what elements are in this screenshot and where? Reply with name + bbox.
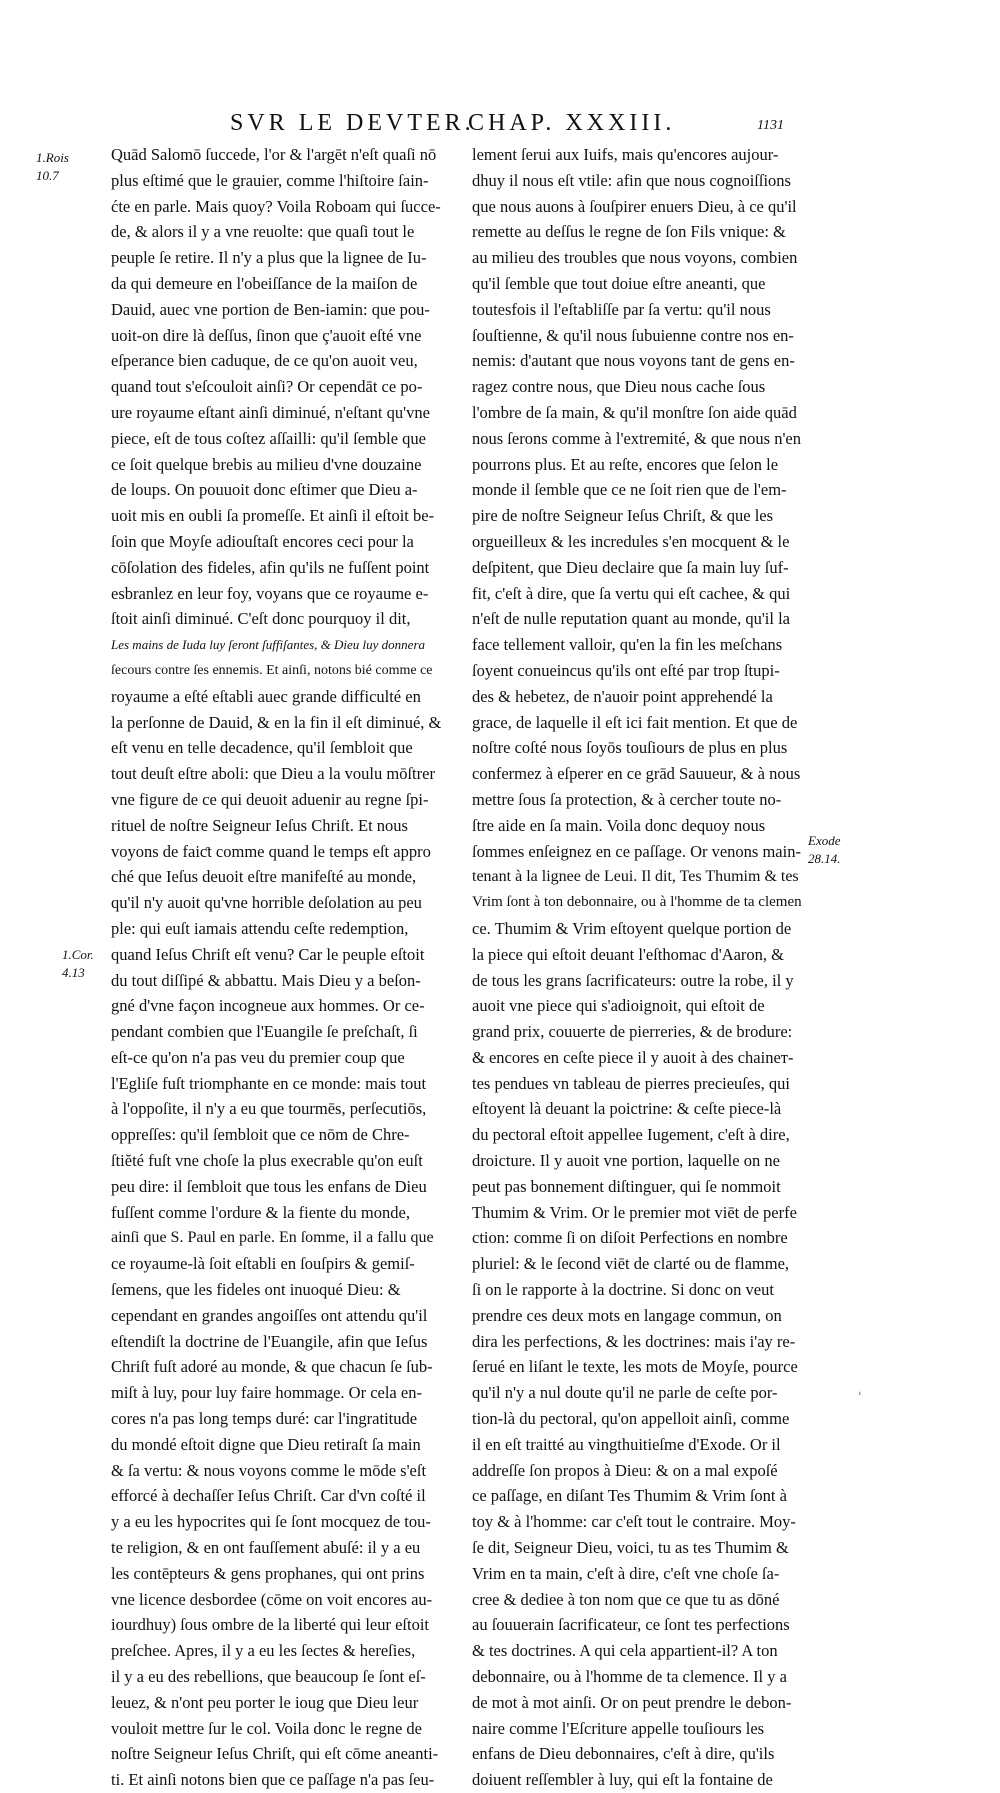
- text-line: ſecours contre ſes ennemis. Et ainſi, notons bié comme ce: [111, 662, 433, 678]
- margin-note-line: Exode: [808, 833, 841, 848]
- text-line: du mondé eſtoit digne que Dieu retiraſt ſa main: [111, 1434, 421, 1454]
- text-line: cores n'a pas long temps duré: car l'ingratitude: [111, 1409, 418, 1429]
- margin-note-line: 1.Rois: [36, 150, 69, 165]
- margin-note-line: 1.Cor.: [62, 947, 94, 962]
- text-line: eſtoyent là deuant la poictrine: & ceſte piece-là: [472, 1099, 782, 1119]
- text-line: droicture. Il y auoit vne portion, laquelle on ne: [472, 1151, 780, 1171]
- text-line: Les mains de Iuda luy ſeront ſuffiſantes, & Dieu luy donnera: [111, 637, 426, 653]
- text-line: qu'il n'y a nul doute qu'il ne parle de ceſte por-: [472, 1383, 778, 1403]
- text-line: noſtre coſté nous ſoyōs touſiours de plus en plus: [472, 738, 788, 758]
- text-line: ſtre aide en ſa main. Voila donc dequoy nous: [472, 815, 766, 835]
- text-line: ſi on le rapporte à la doctrine. Si donc on veut: [472, 1280, 774, 1300]
- text-line: fit, c'eſt à dire, que ſa vertu qui eſt cachee, & qui: [472, 583, 791, 603]
- text-line: la piece qui eſtoit deuant l'eſthomac d'Aaron, &: [472, 944, 785, 964]
- text-line: ſtoit ainſi diminué. C'eſt donc pourquoy il dit,: [111, 609, 411, 629]
- text-line: naire comme l'Eſcriture appelle touſiours les: [472, 1718, 765, 1738]
- text-line: Quād Salomō ſuccede, l'or & l'argēt n'eſt quaſi nō: [111, 145, 437, 164]
- text-line: de loups. On pouuoit donc eſtimer que Dieu a-: [111, 480, 418, 500]
- running-title: SVR LE DEVTER.: [230, 110, 475, 136]
- text-line: eſt venu en telle decadence, qu'il ſembloit que: [111, 738, 413, 758]
- text-line: ce royaume-là ſoit eſtabli en ſouſpirs & gemiſ-: [111, 1254, 415, 1274]
- text-line: ſommes enſeignez en ce paſſage. Or venons main-: [472, 841, 801, 861]
- left-text-column: [111, 142, 441, 1793]
- text-line: tes pendues vn tableau de pierres precieuſes, qui: [472, 1073, 790, 1093]
- text-line: ce ſoit quelque brebis au milieu d'vne douzaine: [111, 454, 422, 474]
- text-line: & encores en ceſte piece il y auoit à des chaineт-: [472, 1047, 794, 1067]
- text-line: de mot à mot ainſi. Or on peut prendre le debon-: [472, 1692, 792, 1712]
- text-line: peut pas bonnement diſtinguer, qui ſe nommoit: [472, 1176, 781, 1196]
- text-line: uoit mis en oubli ſa promeſſe. Et ainſi il eſtoit be-: [111, 506, 435, 526]
- text-line: ſoyent conueincus qu'ils ont eſté par trop ſtupi-: [472, 660, 780, 680]
- text-line: Dauid, auec vne portion de Ben-iamin: que pou-: [111, 299, 430, 319]
- text-line: doiuent reſſembler à luy, qui eſt la fontaine de: [472, 1770, 773, 1790]
- text-line: Vrim ſont à ton debonnaire, ou à l'homme de ta clemen: [472, 894, 802, 911]
- text-line: ure royaume eſtant ainſi diminué, n'eſtant qu'vne: [111, 402, 430, 422]
- text-line: nemis: d'autant que nous voyons tant de gens en-: [472, 351, 795, 371]
- text-line: quand tout s'eſcouloit ainſi? Or cependāt ce po-: [111, 377, 423, 397]
- text-line: gné d'vne façon incogneue aux hommes. Or ce-: [111, 996, 425, 1016]
- text-line: dira les perfections, & les doctrines: mais i'ay re-: [472, 1331, 796, 1351]
- text-line: quand Ieſus Chriſt eſt venu? Car le peuple eſtoit: [111, 944, 425, 964]
- text-line: te religion, & en ont fauſſement abuſé: il y a eu: [111, 1538, 421, 1558]
- text-line: da qui demeure en l'obeiſſance de la maiſon de: [111, 273, 418, 293]
- text-line: Thumim & Vrim. Or le premier mot viēt de perfe: [472, 1202, 797, 1222]
- text-line: plus eſtimé que le grauier, comme l'hiſtoire ſain-: [111, 170, 429, 190]
- text-line: tion-là du pectoral, qu'on appelloit ainſi, comme: [472, 1409, 790, 1429]
- text-line: face tellement valloir, qu'en la fin les meſchans: [472, 635, 783, 655]
- text-line: monde il ſemble que ce ne ſoit rien que de l'em-: [472, 480, 787, 500]
- text-line: ſemens, que les fideles ont inuoqué Dieu: &: [111, 1280, 401, 1300]
- text-line: au ſouuerain ſacrificateur, ce ſont tes perfections: [472, 1615, 790, 1635]
- text-line: auoit vne piece qui s'adioignoit, qui eſtoit de: [472, 996, 765, 1016]
- text-line: que nous auons à ſouſpirer enuers Dieu, à ce qu'il: [472, 196, 797, 216]
- text-line: pourrons plus. Et au reſte, encores que ſelon le: [472, 454, 779, 474]
- text-line: vouloit mettre ſur le col. Voila donc le regne de: [111, 1718, 422, 1738]
- text-line: eſperance bien caduque, de ce qu'on auoit veu,: [111, 351, 418, 371]
- text-line: peu dire: il ſembloit que tous les enfans de Dieu: [111, 1176, 427, 1196]
- text-line: l'Egliſe fuſt triomphante en ce monde: mais tout: [111, 1073, 427, 1093]
- text-line: cependant en grandes angoiſſes ont attendu qu'il: [111, 1305, 428, 1325]
- text-line: ce. Thumim & Vrim eſtoyent quelque portion de: [472, 918, 792, 938]
- text-line: debonnaire, ou à l'homme de ta clemence. Il y a: [472, 1667, 787, 1687]
- text-line: toutesfois il l'eſtabliſſe par ſa vertu: qu'il nous: [472, 299, 771, 319]
- text-line: qu'il ſemble que tout doiue eſtre aneanti, que: [472, 273, 766, 293]
- margin-note-1-rois: [36, 149, 69, 185]
- text-line: confermez à eſperer en ce grād Sauueur, & à nous: [472, 764, 801, 784]
- text-line: Chriſt fuſt adoré au monde, & que chacun ſe ſub-: [111, 1357, 433, 1377]
- text-line: cōſolation des fideles, afin qu'ils ne fuſſent point: [111, 557, 430, 577]
- text-line: orgueilleux & les incredules s'en mocquent & le: [472, 531, 790, 551]
- text-line: voyons de faiƈt comme quand le temps eſt appro: [111, 841, 431, 861]
- text-line: à l'oppoſite, il n'y a eu que tourmēs, perſecutiōs,: [111, 1099, 427, 1119]
- text-line: preſchee. Apres, il y a eu les ſectes & hereſies,: [111, 1641, 416, 1661]
- text-line: la perſonne de Dauid, & en la fin il eſt diminué, &: [111, 712, 441, 732]
- text-line: ce paſſage, en diſant Tes Thumim & Vrim ſont à: [472, 1486, 787, 1506]
- margin-note-exode: [808, 832, 841, 868]
- text-line: & ſa vertu: & nous voyons comme le mōde s'eſt: [111, 1460, 427, 1480]
- text-line: iourdhuy) ſous ombre de la liberté qui leur eſtoit: [111, 1615, 430, 1635]
- margin-note-line: 4.13: [62, 965, 85, 980]
- text-line: toy & à l'homme: car c'eſt tout le contraire. Moy-: [472, 1512, 796, 1532]
- text-line: addreſſe ſon propos à Dieu: & on a mal expoſé: [472, 1460, 778, 1480]
- text-line: y a eu les hypocrites qui ſe ſont mocquez de tou-: [111, 1512, 431, 1532]
- text-line: & tes doctrines. A qui cela appartient-il? A ton: [472, 1641, 778, 1661]
- margin-note-line: 10.7: [36, 168, 59, 183]
- text-line: de tous les grans ſacrificateurs: outre la robe, il y: [472, 970, 794, 990]
- text-line: de, & alors il y a vne reuolte: que quaſi tout le: [111, 222, 415, 242]
- text-line: pendant combien que l'Euangile ſe preſchaſt, ſi: [111, 1022, 418, 1042]
- text-line: ché que Ieſus deuoit eſtre manifeſté au monde,: [111, 867, 417, 887]
- text-line: ſerué en liſant le texte, les mots de Moyſe, pource: [472, 1357, 798, 1377]
- text-line: fuſſent comme l'ordure & la fiente du monde,: [111, 1202, 410, 1222]
- text-line: ainſi que S. Paul en parle. En ſomme, il a fallu que: [111, 1229, 434, 1247]
- text-line: ſe dit, Seigneur Dieu, voici, tu as tes Thumim &: [472, 1538, 789, 1558]
- text-line: nous ſerons comme à l'extremité, & que nous n'en: [472, 428, 801, 448]
- text-line: ſouſtienne, & qu'il nous ſubuienne contre nos en-: [472, 325, 794, 345]
- text-line: pluriel: & le ſecond viēt de clarté ou de flamme,: [472, 1254, 790, 1274]
- text-line: du pectoral eſtoit appellee Iugement, c'eſt à dire,: [472, 1125, 790, 1145]
- right-text-column: [472, 142, 802, 1793]
- text-line: esbranlez en leur foy, voyans que ce royaume e-: [111, 583, 429, 603]
- text-line: uoit-on dire là deſſus, ſinon que ç'auoit eſté vne: [111, 325, 422, 345]
- text-line: leuez, & n'ont peu porter le ioug que Dieu leur: [111, 1692, 419, 1712]
- text-line: remette au deſſus le regne de ſon Fils vnique: &: [472, 222, 786, 242]
- text-line: ſoin que Moyſe adiouſtaſt encores ceci pour la: [111, 531, 414, 551]
- text-line: miſt à luy, pour luy faire hommage. Or cela en-: [111, 1383, 422, 1403]
- text-line: lement ſerui aux Iuifs, mais qu'encores aujour-: [472, 145, 779, 164]
- text-line: ti. Et ainſi notons bien que ce paſſage n'a pas ſeu-: [111, 1770, 435, 1790]
- text-line: oppreſſes: qu'il ſembloit que ce nōm de Chre-: [111, 1125, 410, 1145]
- text-line: piece, eſt de tous coſtez aſſailli: qu'il ſemble que: [111, 428, 426, 448]
- margin-note-line: 28.14.: [808, 851, 841, 866]
- text-line: au milieu des troubles que nous voyons, combien: [472, 248, 798, 268]
- text-line: prendre ces deux mots en langage commun, on: [472, 1305, 782, 1325]
- text-line: enfans de Dieu debonnaires, c'eſt à dire, qu'ils: [472, 1744, 775, 1764]
- text-line: mettre ſous ſa protection, & à cercher toute no-: [472, 789, 782, 809]
- text-line: efforcé à dechaſſer Ieſus Chriſt. Car d'vn coſté il: [111, 1486, 426, 1506]
- text-line: il y a eu des rebellions, que beaucoup ſe ſont eſ-: [111, 1667, 426, 1687]
- text-line: tout deuſt eſtre aboli: que Dieu a la voulu mōſtrer: [111, 764, 435, 784]
- text-line: des & hebetez, de n'auoir point apprehendé la: [472, 686, 773, 706]
- text-line: vne licence desbordee (cōme on voit encores au-: [111, 1589, 433, 1609]
- text-line: les contēpteurs & gens prophanes, qui ont prins: [111, 1563, 425, 1583]
- text-line: du tout diſſipé & abbattu. Mais Dieu y a beſon-: [111, 970, 421, 990]
- text-line: Vrim en ta main, c'eſt à dire, c'eſt vne choſe ſa-: [472, 1563, 780, 1583]
- text-line: pire de noſtre Seigneur Ieſus Chriſt, & que les: [472, 506, 774, 526]
- text-line: qu'il n'y auoit qu'vne horrible deſolation au peu: [111, 893, 422, 913]
- text-line: il en eſt traitté au vingthuitieſme d'Exode. Or il: [472, 1434, 781, 1454]
- text-line: tenant à la lignee de Leui. Il dit, Tes Thumim & tes: [472, 868, 799, 886]
- text-line: ćte en parle. Mais quoy? Voila Roboam qui ſucce-: [111, 196, 441, 216]
- text-line: eſt-ce qu'on n'a pas veu du premier coup que: [111, 1047, 405, 1067]
- running-header: [230, 110, 790, 140]
- text-line: ſtiĕté fuſt vne choſe la plus execrable qu'on euſt: [111, 1151, 423, 1171]
- text-line: ction: comme ſi on diſoit Perfections en nombre: [472, 1228, 788, 1248]
- text-line: ragez contre nous, que Dieu nous cache ſous: [472, 377, 766, 397]
- text-line: vne figure de ce qui deuoit aduenir au regne ſpi-: [111, 789, 429, 809]
- chapter-heading: CHAP. XXXIII.: [468, 110, 676, 136]
- text-line: grand prix, couuerte de pierreries, & de brodure:: [472, 1022, 793, 1042]
- text-line: grace, de laquelle il eſt ici fait mention. Et que de: [472, 712, 798, 732]
- text-line: deſpitent, que Dieu declaire que ſa main luy ſuf-: [472, 557, 789, 577]
- stray-mark: ›: [858, 1388, 862, 1399]
- text-line: rituel de noſtre Seigneur Ieſus Chriſt. Et nous: [111, 815, 408, 835]
- text-line: eſtendiſt la doctrine de l'Euangile, afin que Ieſus: [111, 1331, 428, 1351]
- text-line: cree & dediee à ton nom que ce que tu as dōné: [472, 1589, 780, 1609]
- text-line: ple: qui euſt iamais attendu ceſte redemption,: [111, 918, 409, 938]
- text-line: peuple ſe retire. Il n'y a plus que la lignee de Iu-: [111, 248, 427, 268]
- text-line: noſtre Seigneur Ieſus Chriſt, qui eſt cōme aneanti-: [111, 1744, 439, 1764]
- page-number: 1131: [757, 118, 784, 133]
- text-line: dhuy il nous eſt vtile: afin que nous cognoiſſions: [472, 170, 791, 190]
- margin-note-1-cor: [62, 946, 94, 982]
- text-line: l'ombre de ſa main, & qu'il monſtre ſon aide quād: [472, 402, 797, 422]
- text-line: royaume a eſté eſtabli auec grande difficulté en: [111, 686, 421, 706]
- text-line: n'eſt de nulle reputation quant au monde, qu'il la: [472, 609, 790, 629]
